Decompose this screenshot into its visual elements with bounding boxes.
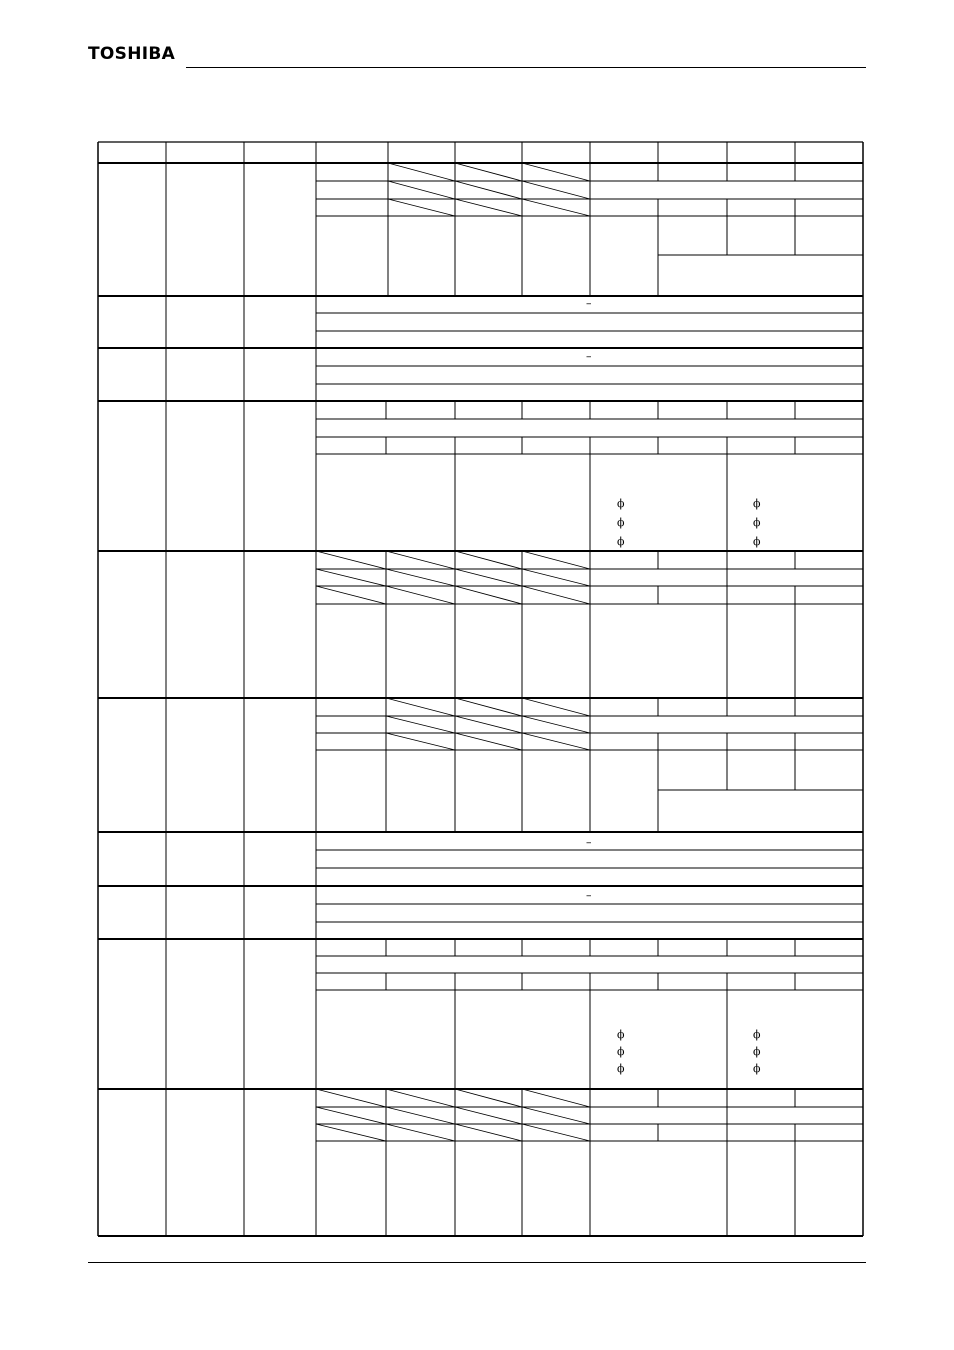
grid-line [455,163,522,181]
overbar-mark: – [586,297,592,310]
grid-line [522,569,590,586]
grid-line [316,1124,386,1141]
grid-line [316,569,386,586]
grid-line [455,716,522,733]
phi-symbol: ϕ [617,516,625,529]
overbar-mark: – [586,889,592,902]
grid-line [455,181,522,199]
phi-symbol: ϕ [617,1062,625,1075]
grid-line [455,733,522,750]
phi-symbol: ϕ [617,535,625,548]
table-grid [98,142,863,1236]
grid-line [386,733,455,750]
overbar-mark: – [586,836,592,849]
grid-line [522,716,590,733]
grid-line [386,1089,455,1107]
phi-symbol: ϕ [753,497,761,510]
grid-line [386,586,455,604]
grid-line [455,1124,522,1141]
phi-symbol: ϕ [617,1045,625,1058]
grid-line [316,1107,386,1124]
grid-line [386,551,455,569]
grid-line [522,586,590,604]
grid-line [455,1089,522,1107]
grid-line [316,586,386,604]
grid-line [522,1107,590,1124]
phi-symbol: ϕ [753,1028,761,1041]
phi-symbol: ϕ [617,1028,625,1041]
grid-line [386,716,455,733]
grid-line [388,181,455,199]
phi-symbol: ϕ [617,497,625,510]
grid-line [316,1089,386,1107]
grid-line [316,551,386,569]
grid-line [522,733,590,750]
grid-line [386,1107,455,1124]
grid-line [388,163,455,181]
grid-line [522,199,590,216]
grid-line [455,199,522,216]
grid-line [455,586,522,604]
phi-symbol: ϕ [753,1045,761,1058]
grid-line [388,199,455,216]
overbar-mark: – [586,350,592,363]
phi-symbol: ϕ [753,1062,761,1075]
grid-line [455,1107,522,1124]
phi-symbol: ϕ [753,535,761,548]
grid-line [386,698,455,716]
grid-line [386,569,455,586]
table-glyphs [586,297,761,1075]
grid-line [455,569,522,586]
grid-line [522,698,590,716]
footer-rule [88,1262,866,1263]
grid-line [522,181,590,199]
phi-symbol: ϕ [753,516,761,529]
grid-line [455,551,522,569]
grid-line [522,1124,590,1141]
toshiba-logo: TOSHIBA [88,44,176,64]
grid-line [522,163,590,181]
grid-line [522,551,590,569]
grid-line [522,1089,590,1107]
grid-line [455,698,522,716]
grid-line [386,1124,455,1141]
